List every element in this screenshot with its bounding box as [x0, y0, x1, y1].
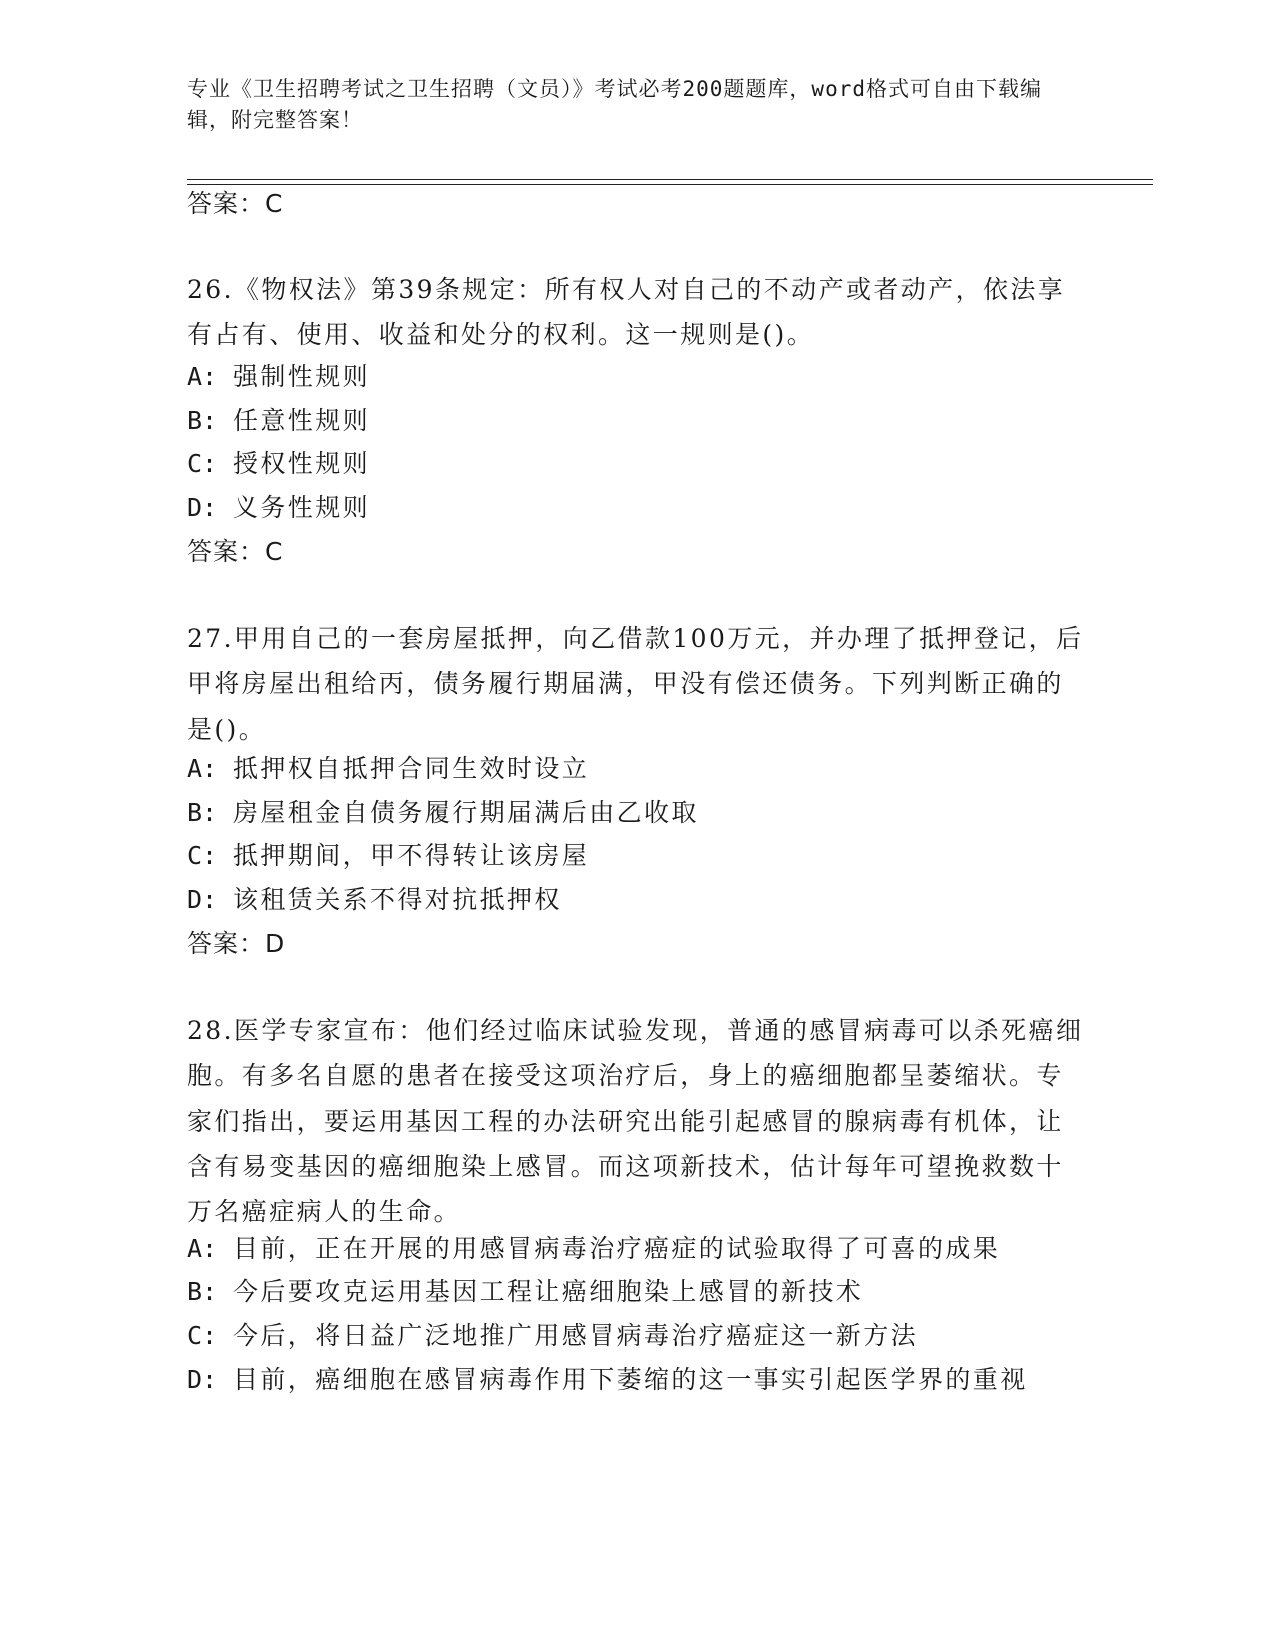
option-letter: B:: [187, 406, 218, 435]
option-letter: A:: [187, 754, 218, 783]
option-text: 义务性规则: [233, 493, 371, 522]
option-c: [187, 1320, 918, 1352]
option-letter: C:: [187, 449, 218, 478]
header-divider-bottom: [187, 184, 1153, 185]
option-text: 今后要攻克运用基因工程让癌细胞染上感冒的新技术: [233, 1277, 864, 1306]
option-letter: C:: [187, 841, 218, 870]
option-letter: A:: [187, 362, 218, 391]
option-text: 目前，癌细胞在感冒病毒作用下萎缩的这一事实引起医学界的重视: [233, 1365, 1028, 1394]
header-divider-top: [187, 179, 1153, 180]
option-text: 该租赁关系不得对抗抵押权: [233, 885, 562, 914]
question-stem: 27.甲用自己的一套房屋抵押，向乙借款100万元，并办理了抵押登记，后甲将房屋出租给丙，债务履行期届满，甲没有偿还债务。下列判断正确的是()。: [187, 624, 1084, 744]
option-b: [187, 405, 370, 437]
option-text: 目前，正在开展的用感冒病毒治疗癌症的试验取得了可喜的成果: [233, 1234, 1001, 1263]
option-b: [187, 797, 699, 829]
option-a: [187, 1233, 1000, 1265]
option-letter: A:: [187, 1234, 218, 1263]
option-letter: C:: [187, 1321, 218, 1350]
option-text: 房屋租金自债务履行期届满后由乙收取: [233, 798, 699, 827]
option-d: [187, 884, 562, 916]
answer-line: 答案：C: [187, 189, 284, 218]
option-letter: D:: [187, 1365, 218, 1394]
option-text: 授权性规则: [233, 449, 371, 478]
answer-line: 答案：C: [187, 537, 284, 566]
option-letter: B:: [187, 798, 218, 827]
option-text: 强制性规则: [233, 362, 371, 391]
document-header: 专业《卫生招聘考试之卫生招聘（文员）》考试必考200题题库，word格式可自由下载编辑，附完整答案！: [187, 77, 1042, 132]
question-stem: 28.医学专家宣布：他们经过临床试验发现，普通的感冒病毒可以杀死癌细胞。有多名自愿的患者在接受这项治疗后，身上的癌细胞都呈萎缩状。专家们指出，要运用基因工程的办法研究出能引起感冒的腺病毒有机体，让含有易变基因的癌细胞染上感冒。而这项新技术，估计每年可望挽救数十万名癌症病人的生命。: [187, 1016, 1084, 1227]
option-d: [187, 1364, 1028, 1396]
option-text: 今后，将日益广泛地推广用感冒病毒治疗癌症这一新方法: [233, 1321, 919, 1350]
option-letter: D:: [187, 493, 218, 522]
option-letter: B:: [187, 1277, 218, 1306]
option-a: [187, 753, 589, 785]
option-text: 抵押权自抵押合同生效时设立: [233, 754, 590, 783]
answer-line: 答案：D: [187, 929, 286, 958]
option-c: [187, 448, 370, 480]
question-stem: 26.《物权法》第39条规定：所有权人对自己的不动产或者动产，依法享有占有、使用、收益和处分的权利。这一规则是()。: [187, 275, 1066, 350]
option-text: 抵押期间，甲不得转让该房屋: [233, 841, 590, 870]
option-c: [187, 840, 589, 872]
option-a: [187, 361, 370, 393]
option-d: [187, 492, 370, 524]
option-b: [187, 1276, 863, 1308]
option-text: 任意性规则: [233, 406, 371, 435]
option-letter: D:: [187, 885, 218, 914]
